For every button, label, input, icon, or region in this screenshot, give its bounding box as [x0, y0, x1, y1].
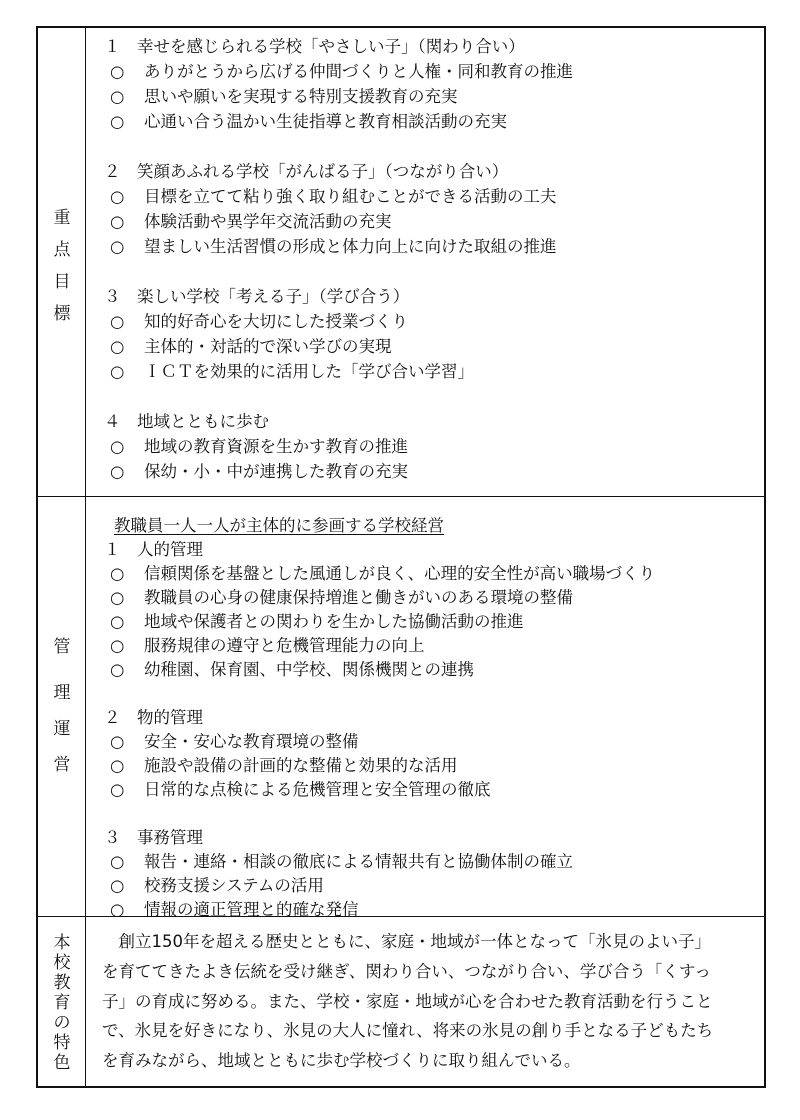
management-bullet	[110, 611, 524, 633]
bullet-mark: ○	[110, 876, 125, 895]
bullet-mark: ○	[110, 362, 125, 381]
bullet-mark: ○	[110, 462, 125, 481]
bullet-text: 思いや願いを実現する特別支援教育の充実	[144, 87, 458, 106]
management-bullet	[110, 635, 425, 657]
bullet-mark: ○	[110, 780, 125, 799]
goal-bullet	[110, 336, 392, 358]
goal-bullet	[110, 86, 458, 108]
bullet-mark: ○	[110, 564, 125, 583]
features-label-char: 本	[53, 933, 71, 953]
features-label-char: 校	[53, 953, 71, 973]
features-row	[38, 917, 764, 1086]
bullet-text: 服務規律の遵守と危機管理能力の向上	[144, 636, 425, 655]
bullet-text: 日常的な点検による危機管理と安全管理の徹底	[144, 780, 491, 799]
features-label-char: 育	[53, 993, 71, 1013]
management-label-char: 管	[53, 637, 71, 657]
management-heading: ２ 物的管理	[104, 708, 203, 727]
bullet-text: 体験活動や異学年交流活動の充実	[144, 212, 392, 231]
bullet-text: 心通い合う温かい生徒指導と教育相談活動の充実	[144, 112, 507, 131]
features-label-char: 色	[53, 1053, 71, 1073]
bullet-mark: ○	[110, 237, 125, 256]
bullet-text: 地域の教育資源を生かす教育の推進	[144, 437, 408, 456]
bullet-mark: ○	[110, 636, 125, 655]
bullet-mark: ○	[110, 732, 125, 751]
management-content	[86, 497, 764, 919]
goal-heading: ２ 笑顔あふれる学校「がんばる子」（つながり合い）	[104, 162, 509, 181]
paragraph-line: を育みながら、地域とともに歩む学校づくりに取り組んでいる。	[102, 1051, 581, 1071]
bullet-text: 安全・安心な教育環境の整備	[144, 732, 359, 751]
goals-label	[38, 28, 86, 496]
features-label	[38, 917, 86, 1086]
management-label-char: 理	[53, 683, 71, 703]
bullet-text: 主体的・対話的で深い学びの実現	[144, 337, 392, 356]
goal-bullet	[110, 61, 573, 83]
bullet-text: 地域や保護者との関わりを生かした協働活動の推進	[144, 612, 524, 631]
bullet-mark: ○	[110, 756, 125, 775]
bullet-mark: ○	[110, 437, 125, 456]
bullet-mark: ○	[110, 900, 125, 919]
management-title: 教職員一人一人が主体的に参画する学校経営	[114, 516, 444, 535]
bullet-mark: ○	[110, 87, 125, 106]
bullet-text: ありがとうから広げる仲間づくりと人権・同和教育の推進	[144, 62, 573, 81]
bullet-text: 目標を立てて粘り強く取り組むことができる活動の工夫	[144, 187, 557, 206]
management-bullet	[110, 875, 324, 897]
goals-label-char: 点	[53, 240, 71, 260]
management-label-char: 営	[53, 755, 71, 775]
bullet-mark: ○	[110, 112, 125, 131]
paragraph-line: 子」の育成に努める。また、学校・家庭・地域が心を合わせた教育活動を行うこと	[102, 991, 713, 1011]
goal-bullet	[110, 361, 474, 383]
management-label	[38, 497, 86, 916]
bullet-text: 教職員の心身の健康保持増進と働きがいのある環境の整備	[144, 588, 573, 607]
goal-bullet	[110, 436, 408, 458]
management-label-char: 運	[53, 719, 71, 739]
goal-bullet	[110, 311, 408, 333]
bullet-text: ＩＣＴを効果的に活用した「学び合い学習」	[144, 362, 474, 381]
bullet-text: 信頼関係を基盤とした風通しが良く、心理的安全性が高い職場づくり	[144, 564, 656, 583]
bullet-mark: ○	[110, 852, 125, 871]
goal-bullet	[110, 211, 392, 233]
school-policy-table	[36, 26, 766, 1088]
management-bullet	[110, 659, 474, 681]
bullet-mark: ○	[110, 187, 125, 206]
features-label-char: の	[53, 1013, 71, 1033]
management-heading: １ 人的管理	[104, 540, 203, 559]
management-bullet	[110, 779, 491, 801]
paragraph-line: で、氷見を好きになり、氷見の大人に憧れ、将来の氷見の創り手となる子どもたち	[102, 1021, 714, 1041]
features-content	[86, 917, 764, 1086]
management-bullet	[110, 587, 573, 609]
bullet-text: 保幼・小・中が連携した教育の充実	[144, 462, 408, 481]
bullet-mark: ○	[110, 337, 125, 356]
goals-content	[86, 28, 764, 496]
bullet-text: 知的好奇心を大切にした授業づくり	[144, 312, 408, 331]
bullet-mark: ○	[110, 612, 125, 631]
bullet-text: 幼稚園、保育園、中学校、関係機関との連携	[144, 660, 474, 679]
management-row	[38, 497, 764, 917]
bullet-mark: ○	[110, 62, 125, 81]
bullet-text: 施設や設備の計画的な整備と効果的な活用	[144, 756, 458, 775]
goals-label-char: 重	[53, 208, 71, 228]
goal-heading: １ 幸せを感じられる学校「やさしい子」（関わり合い）	[104, 37, 525, 56]
management-bullet	[110, 851, 573, 873]
goals-row	[38, 28, 764, 497]
paragraph-line: を育ててきたよき伝統を受け継ぎ、関わり合い、つながり合い、学び合う「くすっ	[102, 961, 711, 981]
bullet-text: 報告・連絡・相談の徹底による情報共有と協働体制の確立	[144, 852, 573, 871]
bullet-text: 校務支援システムの活用	[144, 876, 324, 895]
features-paragraph	[102, 927, 752, 1076]
management-bullet	[110, 731, 359, 753]
bullet-mark: ○	[110, 588, 125, 607]
goals-label-char: 標	[53, 304, 71, 324]
bullet-mark: ○	[110, 212, 125, 231]
bullet-text: 情報の適正管理と的確な発信	[144, 900, 359, 919]
goal-bullet	[110, 236, 557, 258]
management-heading: ３ 事務管理	[104, 828, 203, 847]
features-label-char: 特	[53, 1033, 71, 1053]
goal-heading: ３ 楽しい学校「考える子」（学び合う）	[104, 287, 410, 306]
goal-bullet	[110, 186, 557, 208]
bullet-mark: ○	[110, 660, 125, 679]
goal-heading: ４ 地域とともに歩む	[104, 412, 269, 431]
goal-bullet	[110, 111, 507, 133]
bullet-text: 望ましい生活習慣の形成と体力向上に向けた取組の推進	[144, 237, 557, 256]
features-label-char: 教	[53, 973, 71, 993]
bullet-mark: ○	[110, 312, 125, 331]
management-bullet	[110, 755, 458, 777]
goal-bullet	[110, 461, 408, 483]
management-bullet	[110, 563, 655, 585]
paragraph-line: 創立150年を超える歴史とともに、家庭・地域が一体となって「氷見のよい子」	[102, 932, 711, 951]
goals-label-char: 目	[53, 272, 71, 292]
